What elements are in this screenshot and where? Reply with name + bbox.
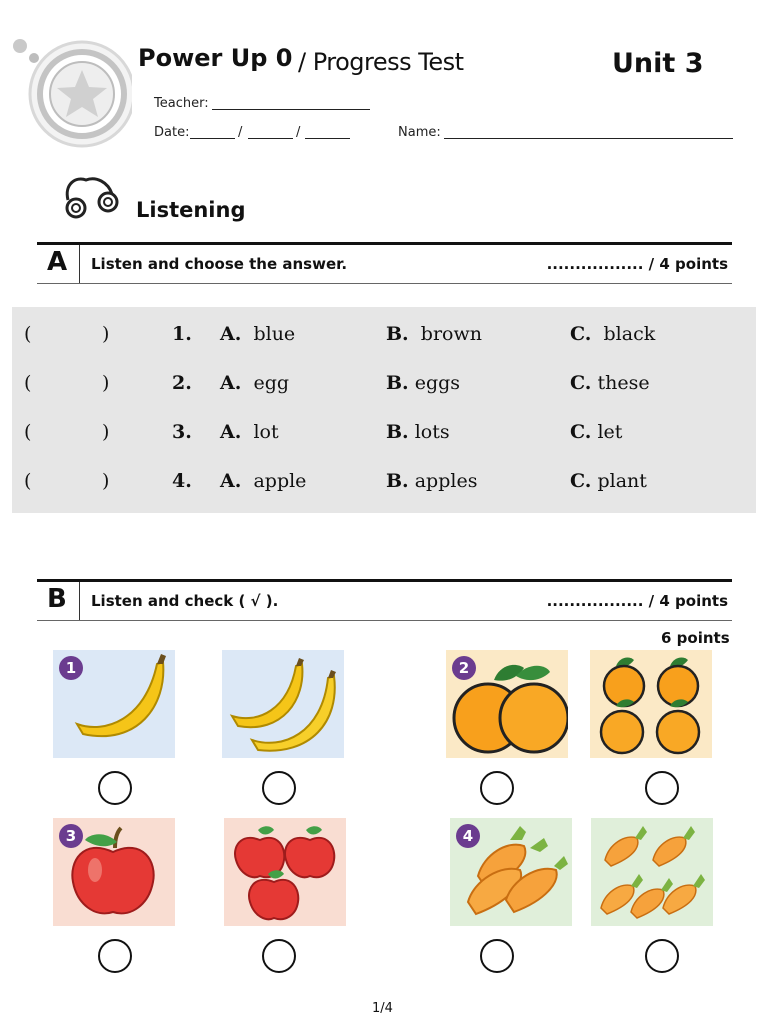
- extra-points-label: 6 points: [661, 629, 730, 647]
- teacher-field[interactable]: [212, 109, 370, 110]
- test-subtitle: / Progress Test: [298, 48, 464, 76]
- headphones-icon: [62, 172, 122, 220]
- question-row: [12, 372, 756, 402]
- check-circle[interactable]: [480, 939, 514, 973]
- option-c[interactable]: C. plant: [570, 470, 647, 492]
- apples-icon: [224, 818, 346, 926]
- question-row: [12, 470, 756, 500]
- section-b-header: [37, 579, 732, 621]
- check-circle[interactable]: [262, 771, 296, 805]
- answer-bracket-open[interactable]: (: [24, 421, 32, 443]
- section-letter: B: [47, 584, 67, 614]
- bananas-icon: [222, 650, 344, 758]
- divider: [79, 245, 80, 283]
- answer-bracket-open[interactable]: (: [24, 372, 32, 394]
- apples-picture: [224, 818, 346, 926]
- date-year-field[interactable]: [305, 138, 350, 139]
- divider: [79, 582, 80, 620]
- question-table: [12, 307, 756, 513]
- bananas-picture: [222, 650, 344, 758]
- option-a[interactable]: A. lot: [220, 421, 279, 443]
- test-title: Power Up 0: [138, 44, 293, 72]
- answer-bracket-open[interactable]: (: [24, 470, 32, 492]
- section-points: ................. / 4 points: [546, 592, 728, 610]
- orange-picture: [446, 650, 568, 758]
- carrot-picture: [450, 818, 572, 926]
- check-circle[interactable]: [645, 771, 679, 805]
- answer-bracket-close[interactable]: ): [102, 421, 110, 443]
- listening-title: Listening: [136, 198, 246, 222]
- section-points: ................. / 4 points: [546, 255, 728, 273]
- section-instruction: Listen and check ( √ ).: [91, 592, 279, 610]
- option-a[interactable]: A. blue: [220, 323, 296, 345]
- name-field[interactable]: [444, 138, 733, 139]
- carrots-icon: [591, 818, 713, 926]
- check-circle[interactable]: [480, 771, 514, 805]
- option-c[interactable]: C. these: [570, 372, 650, 394]
- answer-bracket-close[interactable]: ): [102, 372, 110, 394]
- date-separator: /: [238, 125, 243, 140]
- date-day-field[interactable]: [190, 138, 235, 139]
- teacher-label: Teacher:: [154, 96, 209, 111]
- date-label: Date:: [154, 125, 190, 140]
- page-number: 1/4: [372, 1001, 393, 1016]
- section-a-header: [37, 242, 732, 284]
- question-number: 3.: [172, 421, 192, 443]
- answer-bracket-open[interactable]: (: [24, 323, 32, 345]
- section-letter: A: [47, 247, 68, 277]
- option-a[interactable]: A. egg: [220, 372, 290, 394]
- check-circle[interactable]: [98, 939, 132, 973]
- item-number-badge: 2: [452, 656, 476, 680]
- item-number-badge: 4: [456, 824, 480, 848]
- option-a[interactable]: A. apple: [220, 470, 307, 492]
- banana-picture: [53, 650, 175, 758]
- date-month-field[interactable]: [248, 138, 293, 139]
- question-number: 1.: [172, 323, 192, 345]
- oranges-icon: [590, 650, 712, 758]
- question-number: 4.: [172, 470, 192, 492]
- answer-bracket-close[interactable]: ): [102, 470, 110, 492]
- oranges-picture: [590, 650, 712, 758]
- item-number-badge: 1: [59, 656, 83, 680]
- date-separator: /: [296, 125, 301, 140]
- name-label: Name:: [398, 125, 441, 140]
- question-row: [12, 421, 756, 451]
- option-c[interactable]: C. black: [570, 323, 656, 345]
- star-logo-icon: [12, 36, 132, 154]
- option-b[interactable]: B. apples: [386, 470, 478, 492]
- option-b[interactable]: B. lots: [386, 421, 450, 443]
- answer-bracket-close[interactable]: ): [102, 323, 110, 345]
- check-circle[interactable]: [262, 939, 296, 973]
- unit-label: Unit 3: [612, 48, 704, 79]
- check-circle[interactable]: [98, 771, 132, 805]
- option-c[interactable]: C. let: [570, 421, 623, 443]
- question-number: 2.: [172, 372, 192, 394]
- question-row: [12, 323, 756, 353]
- option-b[interactable]: B. brown: [386, 323, 482, 345]
- carrots-picture: [591, 818, 713, 926]
- section-instruction: Listen and choose the answer.: [91, 255, 348, 273]
- option-b[interactable]: B. eggs: [386, 372, 461, 394]
- apple-picture: [53, 818, 175, 926]
- item-number-badge: 3: [59, 824, 83, 848]
- check-circle[interactable]: [645, 939, 679, 973]
